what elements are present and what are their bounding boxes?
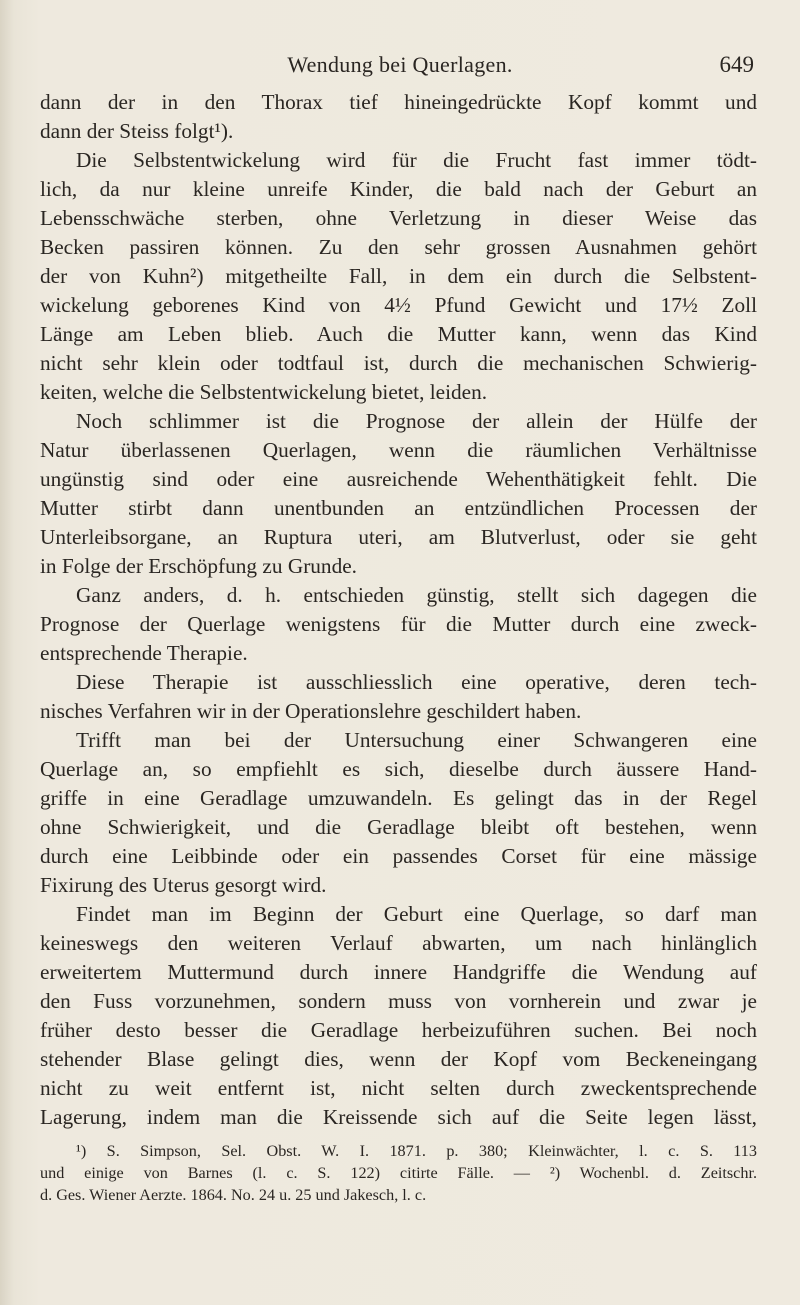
header-title: Wendung bei Querlagen. bbox=[287, 52, 513, 77]
text-line: früher desto besser die Geradlage herbeizuführen suchen. Bei noch bbox=[40, 1018, 757, 1042]
text-line: Noch schlimmer ist die Prognose der allein der Hülfe der bbox=[76, 409, 757, 433]
text-line: dann der Steiss folgt¹). bbox=[40, 119, 234, 143]
text-line: durch eine Leibbinde oder ein passendes Corset für eine mässige bbox=[40, 844, 757, 868]
text-line: Lebensschwäche sterben, ohne Verletzung in dieser Weise das bbox=[40, 206, 757, 230]
text-line: Findet man im Beginn der Geburt eine Querlage, so darf man bbox=[76, 902, 757, 926]
footnote-line: d. Ges. Wiener Aerzte. 1864. No. 24 u. 25 und Jakesch, l. c. bbox=[40, 1186, 427, 1204]
text-line: den Fuss vorzunehmen, sondern muss von vornherein und zwar je bbox=[40, 989, 757, 1013]
running-header bbox=[40, 50, 760, 84]
body-text bbox=[40, 88, 757, 1132]
text-line: Mutter stirbt dann unentbunden an entzündlichen Processen der bbox=[40, 496, 757, 520]
text-line: wickelung geborenes Kind von 4½ Pfund Gewicht und 17½ Zoll bbox=[40, 293, 757, 317]
text-line: entsprechende Therapie. bbox=[40, 641, 248, 665]
text-line: Querlage an, so empfiehlt es sich, dieselbe durch äussere Hand- bbox=[40, 757, 757, 781]
text-line: Fixirung des Uterus gesorgt wird. bbox=[40, 873, 327, 897]
text-line: Ganz anders, d. h. entschieden günstig, stellt sich dagegen die bbox=[76, 583, 757, 607]
text-line: stehender Blase gelingt dies, wenn der Kopf vom Beckeneingang bbox=[40, 1047, 757, 1071]
text-line: Trifft man bei der Untersuchung einer Schwangeren eine bbox=[76, 728, 757, 752]
text-line: Natur überlassenen Querlagen, wenn die räumlichen Verhältnisse bbox=[40, 438, 757, 462]
text-line: griffe in eine Geradlage umzuwandeln. Es gelingt das in der Regel bbox=[40, 786, 757, 810]
text-line: dann der in den Thorax tief hineingedrückte Kopf kommt und bbox=[40, 90, 757, 114]
text-line: nisches Verfahren wir in der Operationslehre geschildert haben. bbox=[40, 699, 582, 723]
footnotes bbox=[40, 1140, 757, 1206]
text-line: erweitertem Muttermund durch innere Handgriffe die Wendung auf bbox=[40, 960, 757, 984]
text-line: Prognose der Querlage wenigstens für die Mutter durch eine zweck- bbox=[40, 612, 757, 636]
text-line: Diese Therapie ist ausschliesslich eine operative, deren tech- bbox=[76, 670, 757, 694]
footnote-line: und einige von Barnes (l. c. S. 122) citirte Fälle. — ²) Wochenbl. d. Zeitschr. bbox=[40, 1164, 757, 1182]
text-line: der von Kuhn²) mitgetheilte Fall, in dem ein durch die Selbstent- bbox=[40, 264, 757, 288]
text-line: lich, da nur kleine unreife Kinder, die bald nach der Geburt an bbox=[40, 177, 757, 201]
text-line: Unterleibsorgane, an Ruptura uteri, am Blutverlust, oder sie geht bbox=[40, 525, 757, 549]
text-line: keineswegs den weiteren Verlauf abwarten, um nach hinlänglich bbox=[40, 931, 757, 955]
text-line: Becken passiren können. Zu den sehr grossen Ausnahmen gehört bbox=[40, 235, 757, 259]
text-line: nicht zu weit entfernt ist, nicht selten durch zweckentsprechende bbox=[40, 1076, 757, 1100]
text-line: ohne Schwierigkeit, und die Geradlage bleibt oft bestehen, wenn bbox=[40, 815, 757, 839]
text-line: ungünstig sind oder eine ausreichende Wehenthätigkeit fehlt. Die bbox=[40, 467, 757, 491]
text-line: keiten, welche die Selbstentwickelung bietet, leiden. bbox=[40, 380, 488, 404]
footnote-line: ¹) S. Simpson, Sel. Obst. W. I. 1871. p. 380; Kleinwächter, l. c. S. 113 bbox=[76, 1142, 757, 1160]
text-line: in Folge der Erschöpfung zu Grunde. bbox=[40, 554, 358, 578]
text-line: Länge am Leben blieb. Auch die Mutter kann, wenn das Kind bbox=[40, 322, 757, 346]
text-line: Lagerung, indem man die Kreissende sich auf die Seite legen lässt, bbox=[40, 1105, 757, 1129]
text-line: Die Selbstentwickelung wird für die Frucht fast immer tödt- bbox=[76, 148, 757, 172]
text-line: nicht sehr klein oder todtfaul ist, durch die mechanischen Schwierig- bbox=[40, 351, 757, 375]
page-number: 649 bbox=[719, 52, 754, 77]
